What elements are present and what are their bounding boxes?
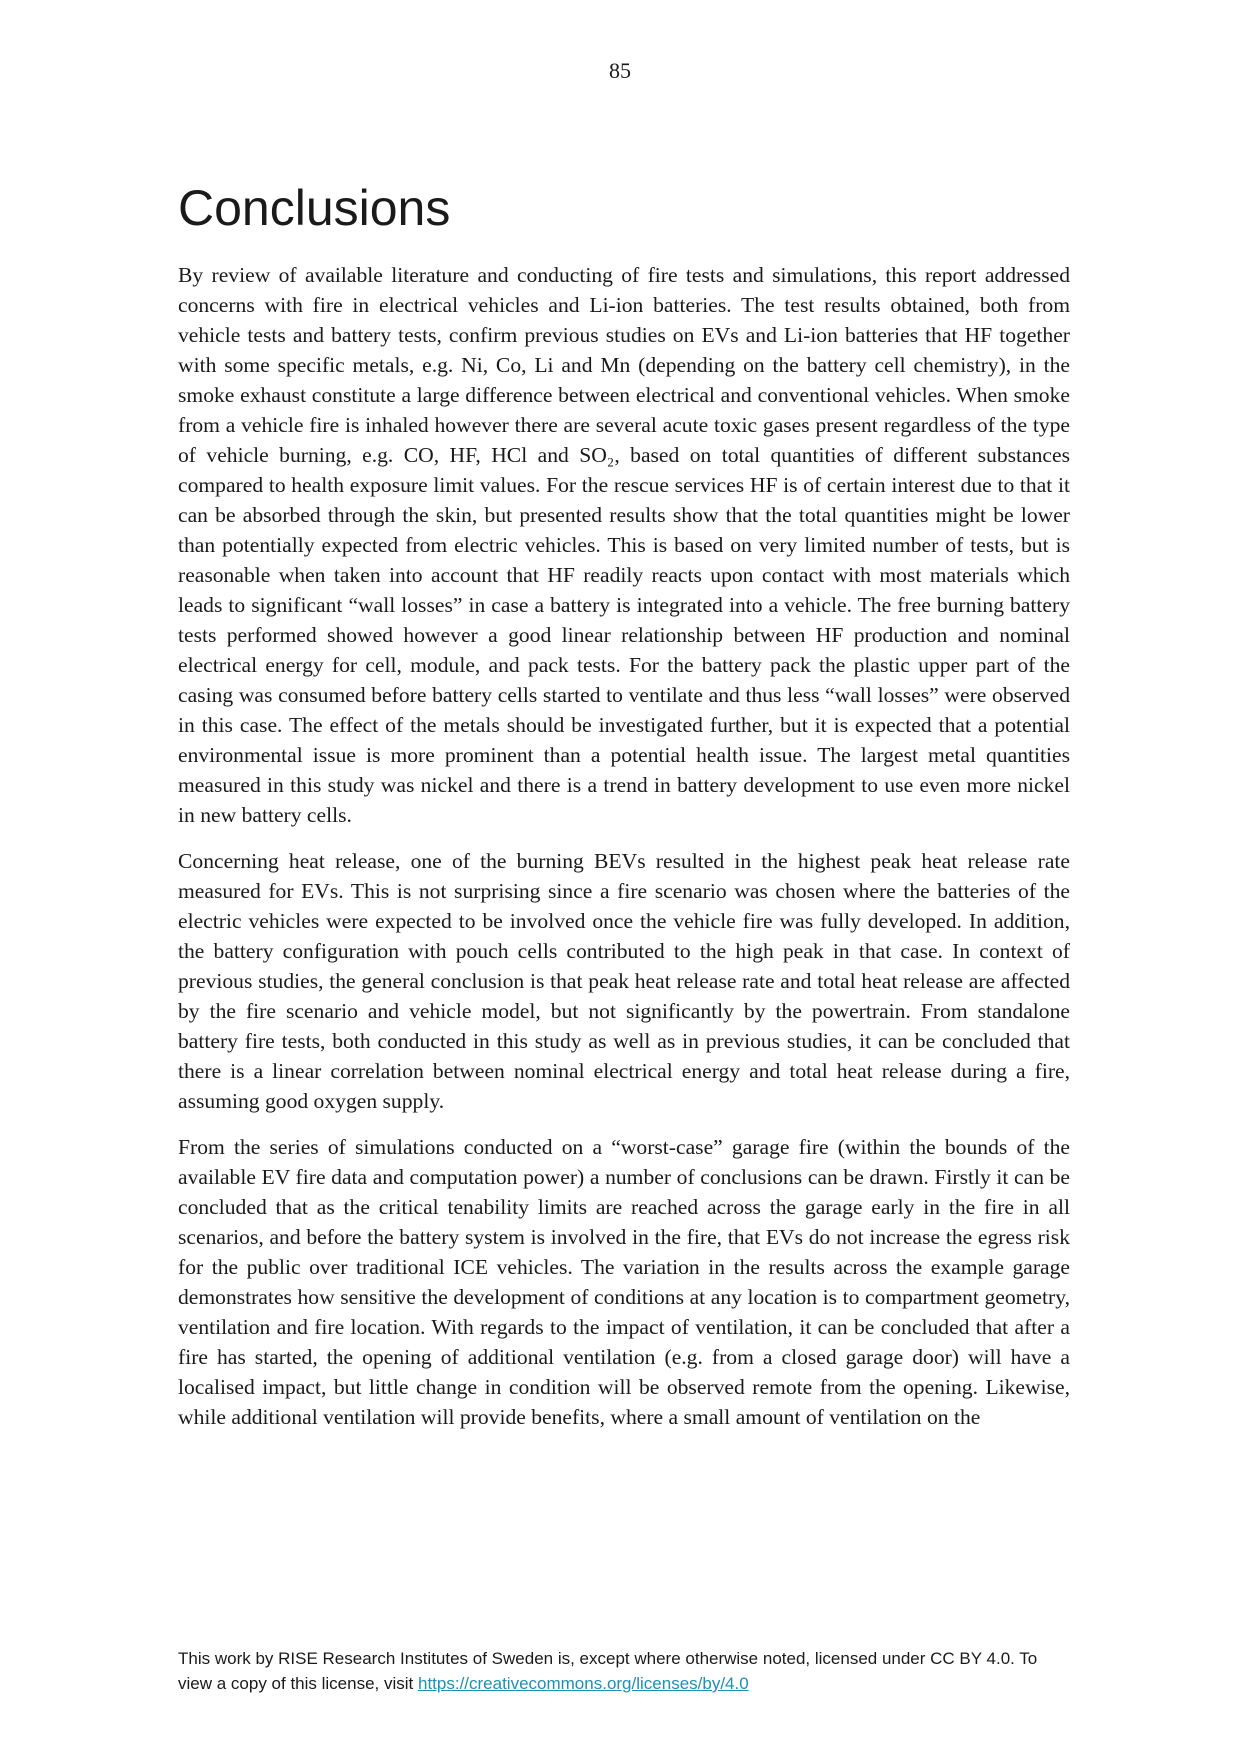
page-number: 85 [609, 58, 631, 83]
main-content [178, 178, 1070, 1448]
paragraph-simulations: From the series of simulations conducted on a “worst-case” garage fire (within the bounds of the available EV fire data and computation power) a number of conclusions can be drawn. Firstly it can be concluded that as the critical tenability limits are reached across the garage early in the fire in all scenarios, and before the battery system is involved in the fire, that EVs do not increase the egress risk for the public over traditional ICE vehicles. The variation in the results across the example garage demonstrates how sensitive the development of conditions at any location is to compartment geometry, ventilation and fire location. With regards to the impact of ventilation, it can be concluded that after a fire has started, the opening of additional ventilation (e.g. from a closed garage door) will have a localised impact, but little change in condition will be observed remote from the opening. Likewise, while additional ventilation will provide benefits, where a small amount of ventilation on the [178, 1135, 1070, 1429]
license-link[interactable]: https://creativecommons.org/licenses/by/4.0 [417, 1674, 749, 1693]
paragraph-literature-review: By review of available literature and conducting of fire tests and simulations, this report addressed concerns with fire in electrical vehicles and Li-ion batteries. The test results obtained, both from vehicle tests and battery tests, confirm previous studies on EVs and Li-ion batteries that HF together with some specific metals, e.g. Ni, Co, Li and Mn (depending on the battery cell chemistry), in the smoke exhaust constitute a large difference between electrical and conventional vehicles. When smoke from a vehicle fire is inhaled however there are several acute toxic gases present regardless of the type of vehicle burning, e.g. CO, HF, HCl and SO₂, based on total quantities of different substances compared to health exposure limit values. For the rescue services HF is of certain interest due to that it can be absorbed through the skin, but presented results show that the total quantities might be lower than potentially expected from electric vehicles. This is based on very limited number of tests, but is reasonable when taken into account that HF readily reacts upon contact with most materials which leads to significant “wall losses” in case a battery is integrated into a vehicle. The free burning battery tests performed showed however a good linear relationship between HF production and nominal electrical energy for cell, module, and pack tests. For the battery pack the plastic upper part of the casing was consumed before battery cells started to ventilate and thus less “wall losses” were observed in this case. The effect of the metals should be investigated further, but it is expected that a potential environmental issue is more prominent than a potential health issue. The largest metal quantities measured in this study was nickel and there is a trend in battery development to use even more nickel in new battery cells. [178, 263, 1070, 827]
license-footer [178, 1646, 1070, 1696]
license-text: This work by RISE Research Institutes of Sweden is, except where otherwise noted, licensed under CC BY 4.0. To view a copy of this license, visit [178, 1649, 1038, 1693]
section-body [178, 260, 1070, 1432]
paragraph-heat-release: Concerning heat release, one of the burning BEVs resulted in the highest peak heat release rate measured for EVs. This is not surprising since a fire scenario was chosen where the batteries of the electric vehicles were expected to be involved once the vehicle fire was fully developed. In addition, the battery configuration with pouch cells contributed to the high peak in that case. In context of previous studies, the general conclusion is that peak heat release rate and total heat release are affected by the fire scenario and vehicle model, but not significantly by the powertrain. From standalone battery fire tests, both conducted in this study as well as in previous studies, it can be concluded that there is a linear correlation between nominal electrical energy and total heat release during a fire, assuming good oxygen supply. [178, 849, 1070, 1113]
section-heading: Conclusions [178, 180, 451, 236]
